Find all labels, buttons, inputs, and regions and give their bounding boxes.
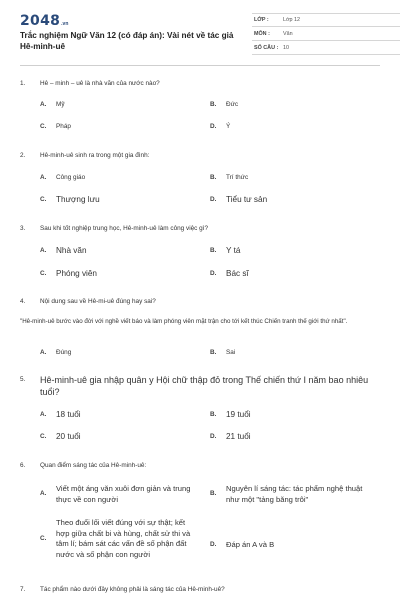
option-text: Sai: [226, 349, 236, 356]
question-stem: [20, 460, 380, 472]
question-5: [20, 374, 380, 448]
option-d[interactable]: [210, 195, 267, 205]
option-text: Phóng viên: [56, 269, 97, 278]
logo-text: 2048: [20, 13, 61, 29]
option-letter: D.: [210, 541, 217, 548]
info-label: SỐ CÂU :: [254, 44, 279, 51]
option-letter: A.: [40, 411, 47, 418]
option-text: Thượng lưu: [56, 195, 100, 204]
option-letter: A.: [40, 101, 47, 108]
option-letter: B.: [210, 349, 217, 356]
question-number: 1.: [20, 80, 26, 87]
question-2: [20, 150, 380, 206]
question-stem: [20, 150, 380, 162]
info-value: Lớp 12: [283, 17, 301, 23]
option-text: Pháp: [56, 123, 71, 130]
question-stem: [20, 374, 380, 398]
option-letter: D.: [210, 123, 217, 130]
options: [20, 235, 380, 279]
option-text: Viết một áng văn xuôi đơn giản và trung thực về con người: [56, 484, 191, 504]
option-text: Theo đuổi lối viết đúng với sự thật; kết hợp giữa chất bi và hùng, chất sử thi và tâm lí; bám sát các vấn đề số phận đất nước và số phận con người: [56, 518, 191, 559]
option-text: Đức: [226, 101, 239, 108]
option-letter: C.: [40, 196, 47, 203]
options: [20, 90, 380, 130]
option-letter: B.: [210, 490, 217, 497]
options: [20, 472, 380, 576]
option-b[interactable]: [210, 409, 251, 420]
option-a[interactable]: [40, 348, 71, 358]
option-a[interactable]: [40, 484, 210, 505]
question-text: Nội dung sau về Hê-mi-uê đúng hay sai?: [40, 298, 156, 305]
option-d[interactable]: [210, 540, 380, 551]
option-a[interactable]: [40, 409, 81, 420]
option-letter: B.: [210, 411, 217, 418]
question-6: [20, 460, 380, 576]
question-text: Quan điểm sáng tác của Hê-minh-uê:: [40, 462, 147, 469]
question-1: [20, 78, 380, 130]
option-c[interactable]: [40, 431, 81, 442]
info-row-count: [252, 41, 400, 55]
option-text: Nguyên lí sáng tác: tác phẩm nghệ thuật như một "tảng băng trôi": [226, 484, 363, 504]
option-b[interactable]: [210, 173, 248, 183]
option-text: 19 tuổi: [226, 410, 251, 419]
question-7: [20, 584, 380, 596]
question-text: Hê-minh-uê gia nhập quân y Hội chữ thập đỏ trong Thế chiến thứ I năm bao nhiêu tuổi?: [40, 375, 369, 397]
option-letter: C.: [40, 535, 47, 542]
option-text: Bác sĩ: [226, 269, 249, 278]
option-b[interactable]: [210, 484, 380, 505]
question-text: Hê – minh – uê là nhà văn của nước nào?: [40, 80, 160, 87]
question-text: Tác phẩm nào dưới đây không phải là sáng tác của Hê-minh-uê?: [40, 586, 225, 593]
option-d[interactable]: [210, 269, 249, 279]
option-letter: A.: [40, 247, 47, 254]
option-letter: D.: [210, 196, 217, 203]
options: [20, 346, 380, 360]
option-c[interactable]: [40, 518, 210, 560]
option-text: 21 tuổi: [226, 432, 251, 441]
question-4-options: [20, 346, 380, 360]
option-letter: B.: [210, 101, 217, 108]
question-stem: [20, 584, 380, 596]
question-number: 5.: [20, 376, 26, 383]
option-letter: B.: [210, 247, 217, 254]
option-letter: C.: [40, 270, 47, 277]
page-title: Trắc nghiệm Ngữ Văn 12 (có đáp án): Vài nét về tác giả Hê-minh-uê: [20, 31, 234, 51]
logo-suffix: .vn: [61, 21, 69, 27]
option-b[interactable]: [210, 348, 235, 358]
option-d[interactable]: [210, 122, 230, 132]
question-number: 3.: [20, 225, 26, 232]
option-letter: C.: [40, 433, 47, 440]
option-a[interactable]: [40, 173, 85, 183]
option-text: Tiểu tư sản: [226, 195, 268, 204]
question-stem: [20, 223, 380, 235]
option-letter: A.: [40, 490, 47, 497]
option-d[interactable]: [210, 431, 251, 442]
option-letter: A.: [40, 349, 47, 356]
option-text: 18 tuổi: [56, 410, 81, 419]
info-row-subject: [252, 27, 400, 41]
question-number: 4.: [20, 298, 26, 305]
question-3: [20, 223, 380, 279]
info-table: [252, 13, 400, 55]
info-row-class: [252, 13, 400, 27]
option-letter: D.: [210, 433, 217, 440]
document-header: [20, 0, 380, 66]
option-c[interactable]: [40, 122, 71, 132]
option-b[interactable]: [210, 100, 238, 110]
question-number: 2.: [20, 152, 26, 159]
quoted-statement: "Hê-minh-uê bước vào đời với nghề viết báo và làm phóng viên mặt trận cho tới kết thúc Chiến tranh thế giới thứ nhất".: [20, 318, 348, 325]
option-c[interactable]: [40, 269, 97, 279]
option-c[interactable]: [40, 195, 100, 205]
question-text: Hê-minh-uê sinh ra trong một gia đình:: [40, 152, 150, 159]
question-stem: [20, 296, 380, 308]
option-a[interactable]: [40, 246, 87, 256]
info-label: LỚP :: [254, 17, 269, 23]
info-value: 10: [283, 44, 289, 51]
option-text: 20 tuổi: [56, 432, 81, 441]
options: [20, 162, 380, 206]
option-text: Đáp án A và B: [226, 540, 275, 549]
options: [20, 398, 380, 448]
option-letter: A.: [40, 174, 47, 181]
option-b[interactable]: [210, 246, 240, 256]
question-4: [20, 296, 380, 308]
option-letter: C.: [40, 123, 47, 130]
info-label: MÔN :: [254, 30, 270, 37]
question-text: Sau khi tốt nghiệp trung học, Hê-minh-uê làm công việc gì?: [40, 225, 209, 232]
question-stem: [20, 78, 380, 90]
option-text: Trí thức: [226, 174, 249, 181]
option-text: Nhà văn: [56, 246, 87, 255]
option-letter: D.: [210, 270, 217, 277]
question-number: 7.: [20, 586, 26, 593]
option-a[interactable]: [40, 100, 65, 110]
site-logo[interactable]: [20, 13, 68, 29]
option-letter: B.: [210, 174, 217, 181]
info-value: Văn: [283, 30, 293, 37]
option-text: Y tá: [226, 246, 241, 255]
option-text: Mỹ: [56, 101, 65, 108]
option-text: Đúng: [56, 349, 72, 356]
question-number: 6.: [20, 462, 26, 469]
option-text: Công giáo: [56, 174, 86, 181]
option-text: Ý: [226, 123, 231, 130]
